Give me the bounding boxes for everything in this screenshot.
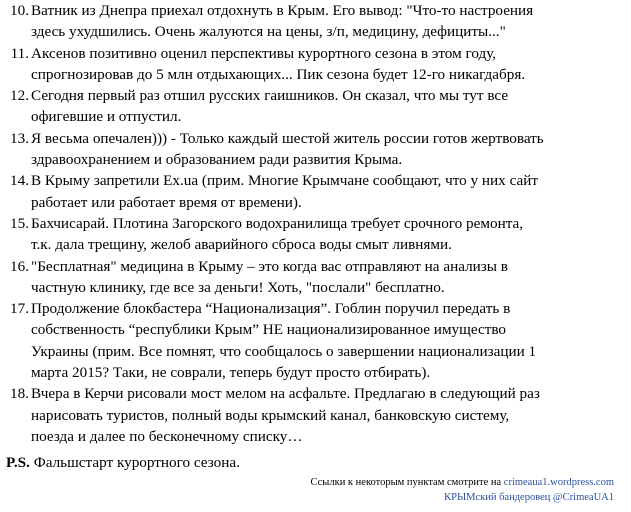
item-line: поезда и далее по бесконечному списку… [31, 427, 303, 445]
list-item [0, 128, 631, 171]
item-text [31, 128, 631, 171]
item-text [31, 256, 631, 299]
item-line: здравоохранением и образованием ради развития Крыма. [31, 151, 403, 169]
item-text [31, 85, 631, 128]
item-number: 15. [10, 214, 29, 232]
item-number: 14. [10, 172, 29, 190]
item-text [31, 383, 631, 447]
item-line: частную клинику, где все за деньги! Хоть, "послали" бесплатно. [31, 278, 445, 296]
item-line: марта 2015? Таки, не соврали, теперь будут просто отбирать). [31, 364, 431, 382]
item-line: спрогнозировав до 5 млн отдыхающих... Пик сезона будет 12-го никагдабря. [31, 65, 526, 83]
item-line: Украины (прим. Все помнят, что сообщалось о завершении национализации 1 [31, 342, 537, 360]
item-number: 13. [10, 129, 29, 147]
author-signature: КРЫМский бандеровец @CrimeaUA1 [444, 492, 614, 503]
postscript-label: P.S. [6, 454, 30, 471]
item-number: 10. [10, 2, 29, 19]
item-number: 18. [10, 385, 29, 403]
item-line: офигевшие и отпустил. [31, 108, 182, 126]
postscript [6, 452, 240, 473]
item-text [31, 213, 631, 256]
postscript-text: Фальшстарт курортного сезона. [29, 454, 240, 471]
item-line: Вчера в Керчи рисовали мост мелом на асфальте. Предлагаю в следующий раз [31, 385, 540, 403]
item-line: Ватник из Днепра приехал отдохнуть в Крым. Его вывод: "Что-то настроения [31, 2, 534, 19]
item-number: 17. [10, 300, 29, 318]
item-line: Я весьма опечален))) - Только каждый шестой житель россии готов жертвовать [31, 129, 544, 147]
item-line: здесь ухудшились. Очень жалуются на цены, з/п, медицину, дефициты..." [31, 23, 506, 41]
item-number: 16. [10, 257, 29, 275]
credits-line [311, 475, 615, 490]
item-line: В Крыму запретили Ex.ua (прим. Многие Крымчане сообщают, что у них сайт [31, 172, 539, 190]
item-line: Сегодня первый раз отшил русских гаишников. Он сказал, что мы тут все [31, 87, 509, 105]
item-text [31, 43, 631, 86]
list-item [0, 85, 631, 128]
item-line: собственность “республики Крым” НЕ национализированное имущество [31, 321, 506, 339]
credits-prefix: Ссылки к некоторым пунктам смотрите на [310, 477, 504, 488]
item-line: Аксенов позитивно оценил перспективы курортного сезона в этом году, [31, 44, 497, 62]
item-line: работает или работает время от времени). [31, 193, 302, 211]
item-number: 11. [10, 44, 29, 62]
item-number: 12. [10, 87, 29, 105]
item-line: т.к. дала трещину, желоб аварийного сброса воды смыт ливнями. [31, 236, 452, 254]
list-item [0, 298, 631, 383]
item-line: нарисовать туристов, полный воды крымский канал, банковскую систему, [31, 406, 510, 424]
list-item [0, 383, 631, 447]
item-line: "Бесплатная" медицина в Крыму – это когда вас отправляют на анализы в [31, 257, 508, 275]
item-text [31, 298, 631, 383]
site-link[interactable]: crimeaua1.wordpress.com [503, 477, 614, 488]
item-text [31, 170, 631, 213]
item-text [31, 0, 631, 43]
list-item [0, 256, 631, 299]
item-line: Продолжение блокбастера “Национализация”. Гоблин поручил передать в [31, 300, 511, 318]
list-item [0, 43, 631, 86]
list-item [0, 170, 631, 213]
item-line: Бахчисарай. Плотина Загорского водохранилища требует срочного ремонта, [31, 214, 524, 232]
credits [311, 475, 615, 505]
list-item [0, 213, 631, 256]
list-item [0, 0, 631, 43]
